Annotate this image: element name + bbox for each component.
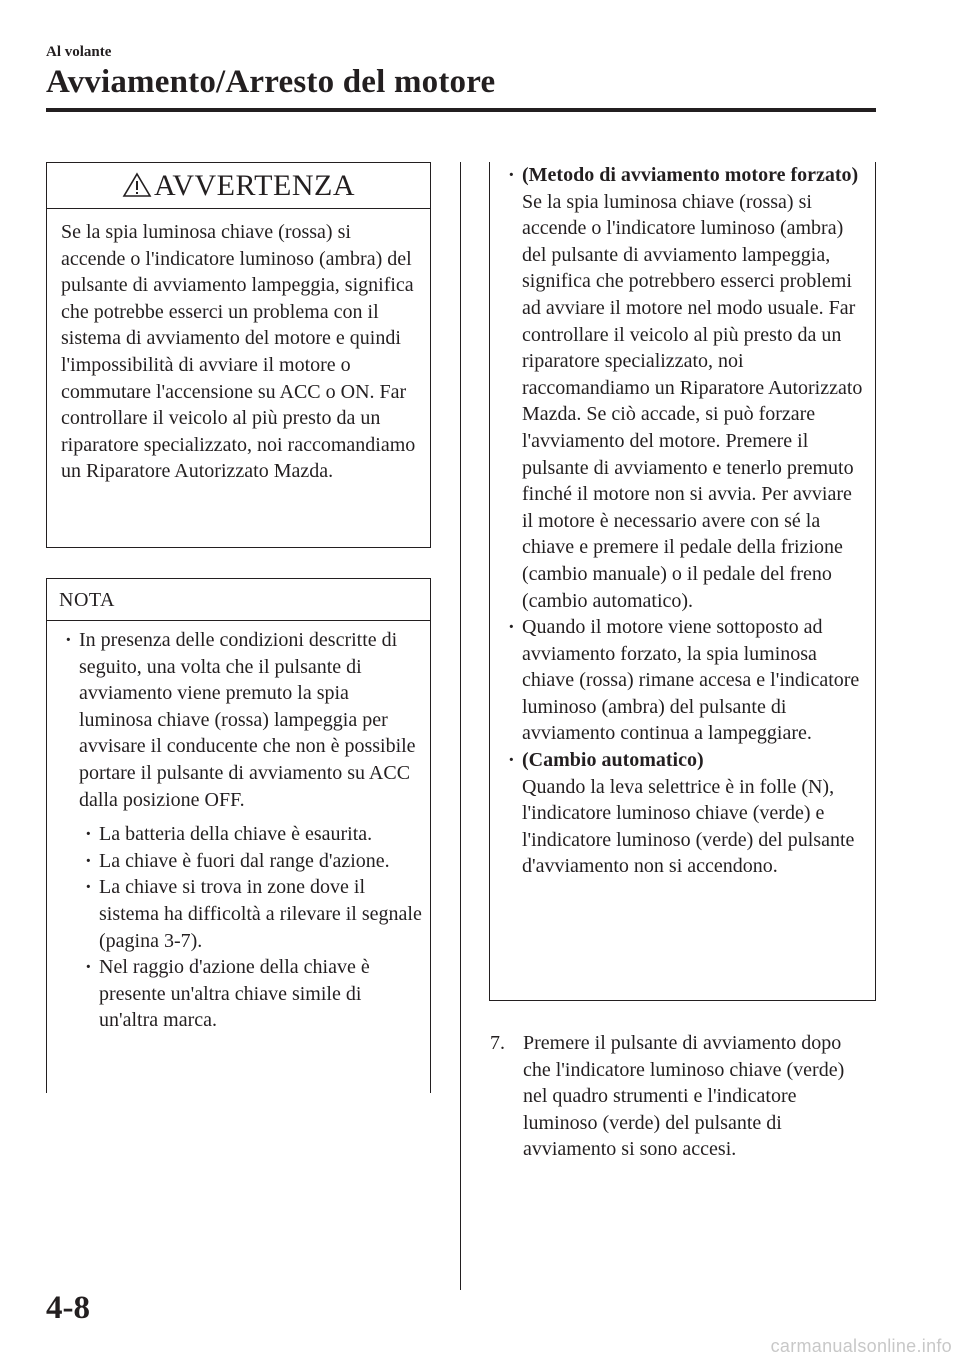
watermark: carmanualsonline.info	[770, 1336, 952, 1356]
note-box	[46, 578, 431, 1093]
note-heading: NOTA	[47, 579, 430, 621]
list-item: · La chiave si trova in zone dove il sistema ha difficoltà a rilevare il segnale (pagina 3-7).	[81, 874, 422, 954]
section-label: Al volante	[46, 44, 112, 60]
automatic-item	[504, 747, 865, 880]
automatic-heading: (Cambio automatico)	[522, 749, 704, 772]
note-box-continued	[489, 162, 876, 1001]
list-item: · La batteria della chiave è esaurita.	[81, 821, 422, 848]
list-item: · Nel raggio d'azione della chiave è presente un'altra chiave simile di un'altra marca.	[81, 954, 422, 1034]
list-item: · La chiave è fuori dal range d'azione.	[81, 848, 422, 875]
column-divider	[460, 162, 461, 1290]
warning-text: Se la spia luminosa chiave (rossa) si accende o l'indicatore luminoso (ambra) del pulsante di avviamento lampeggia, significa che potrebbe esserci un problema con il sistema di avviamento del motore e quindi l'impossibilità di avviare il motore o commutare l'accensione su ACC o ON. Far controllare il veicolo al più presto da un riparatore specializzato, noi raccomandiamo un Riparatore Autorizzato Mazda.	[61, 221, 416, 483]
warning-header	[47, 163, 430, 209]
step-text: Premere il pulsante di avviamento dopo che l'indicatore luminoso chiave (verde) nel quadro strumenti e l'indicatore luminoso (verde) del pulsante di avviamento si sono accesi.	[523, 1032, 845, 1161]
note-sub-list	[61, 821, 422, 1034]
forced-start-heading: (Metodo di avviamento motore forzato)	[522, 164, 859, 186]
note-body	[47, 621, 430, 1034]
warning-box	[46, 162, 431, 548]
forced-start-effect: · Quando il motore viene sottoposto ad avviamento forzato, la spia luminosa chiave (rossa) rimane accesa e l'indicatore luminoso (ambra) del pulsante di avviamento continua a lampeggiare.	[504, 614, 865, 747]
step-item	[490, 1030, 870, 1163]
warning-title: AVVERTENZA	[154, 168, 355, 202]
title-rule	[46, 108, 876, 112]
note-bullet: · In presenza delle condizioni descritte di seguito, una volta che il pulsante di avviamento viene premuto la spia luminosa chiave (rossa) lampeggia per avvisare il conducente che non è possibile portare il pulsante di avviamento su ACC dalla posizione OFF.	[61, 627, 422, 813]
forced-start-text: Se la spia luminosa chiave (rossa) si accende o l'indicatore luminoso (ambra) del pulsante di avviamento lampeggia, significa che potrebbero esserci problemi ad avviare il motore nel modo usuale. Far controllare il veicolo al più presto da un riparatore specializzato, noi raccomandiamo un Riparatore Autorizzato Mazda. Se ciò accade, si può forzare l'avviamento del motore. Premere il pulsante di avviamento e tenerlo premuto finché il motore non si avvia. Per avviare il motore è necessario avere con sé la chiave e premere il pedale della frizione (cambio manuale) o il pedale del freno (cambio automatico).	[522, 190, 863, 612]
page-title: Avviamento/Arresto del motore	[46, 64, 496, 100]
note-body-continued	[490, 162, 875, 880]
step-number: 7.	[490, 1032, 505, 1054]
warning-triangle-icon	[122, 172, 152, 198]
forced-start-item	[504, 162, 865, 614]
page-number: 4-8	[46, 1290, 90, 1326]
automatic-text: Quando la leva selettrice è in folle (N), l'indicatore luminoso chiave (verde) e l'indicatore luminoso (verde) del pulsante d'avviamento non si accendono.	[522, 775, 855, 878]
